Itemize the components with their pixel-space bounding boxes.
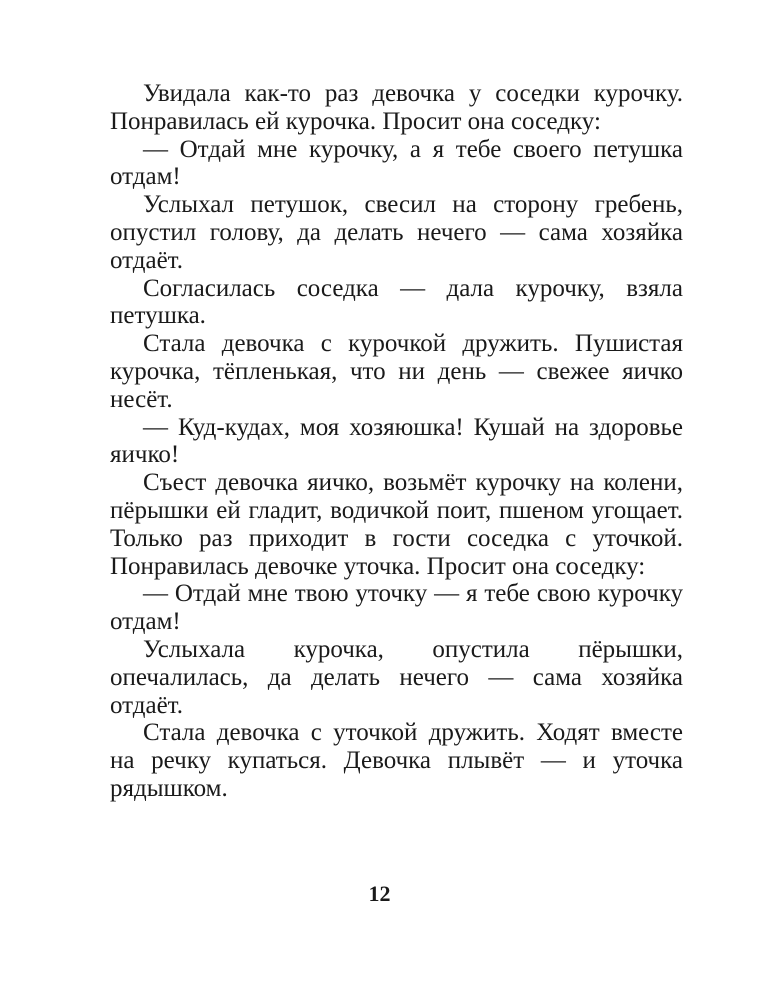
paragraph-5: Стала девочка с курочкой дружить. Пушистая курочка, тёпленькая, что ни день — свежее яичко несёт. (110, 330, 683, 413)
paragraph-8: — Отдай мне твою уточку — я тебе свою курочку отдам! (110, 580, 683, 636)
paragraph-10: Стала девочка с уточкой дружить. Ходят вместе на речку купаться. Девочка плывёт — и уточка рядышком. (110, 719, 683, 802)
page-number: 12 (368, 881, 391, 906)
paragraph-6: — Куд-кудах, моя хозяюшка! Кушай на здоровье яичко! (110, 413, 683, 469)
story-text (110, 80, 683, 803)
paragraph-1: Увидала как-то раз девочка у соседки курочку. Понравилась ей курочка. Просит она соседку: (110, 80, 683, 135)
paragraph-7: Съест девочка яичко, возьмёт курочку на колени, пёрышки ей гладит, водичкой поит, пшеном угощает. Только раз приходит в гости соседка с уточкой. Понравилась девочке уточка. Просит она соседку: (110, 469, 683, 580)
paragraph-2: — Отдай мне курочку, а я тебе своего петушка отдам! (110, 135, 683, 191)
paragraph-4: Согласилась соседка — дала курочку, взяла петушка. (110, 274, 683, 330)
paragraph-3: Услыхал петушок, свесил на сторону гребень, опустил голову, да делать нечего — сама хозяйка отдаёт. (110, 191, 683, 274)
paragraph-9: Услыхала курочка, опустила пёрышки, опечалилась, да делать нечего — сама хозяйка отдаёт. (110, 635, 683, 719)
